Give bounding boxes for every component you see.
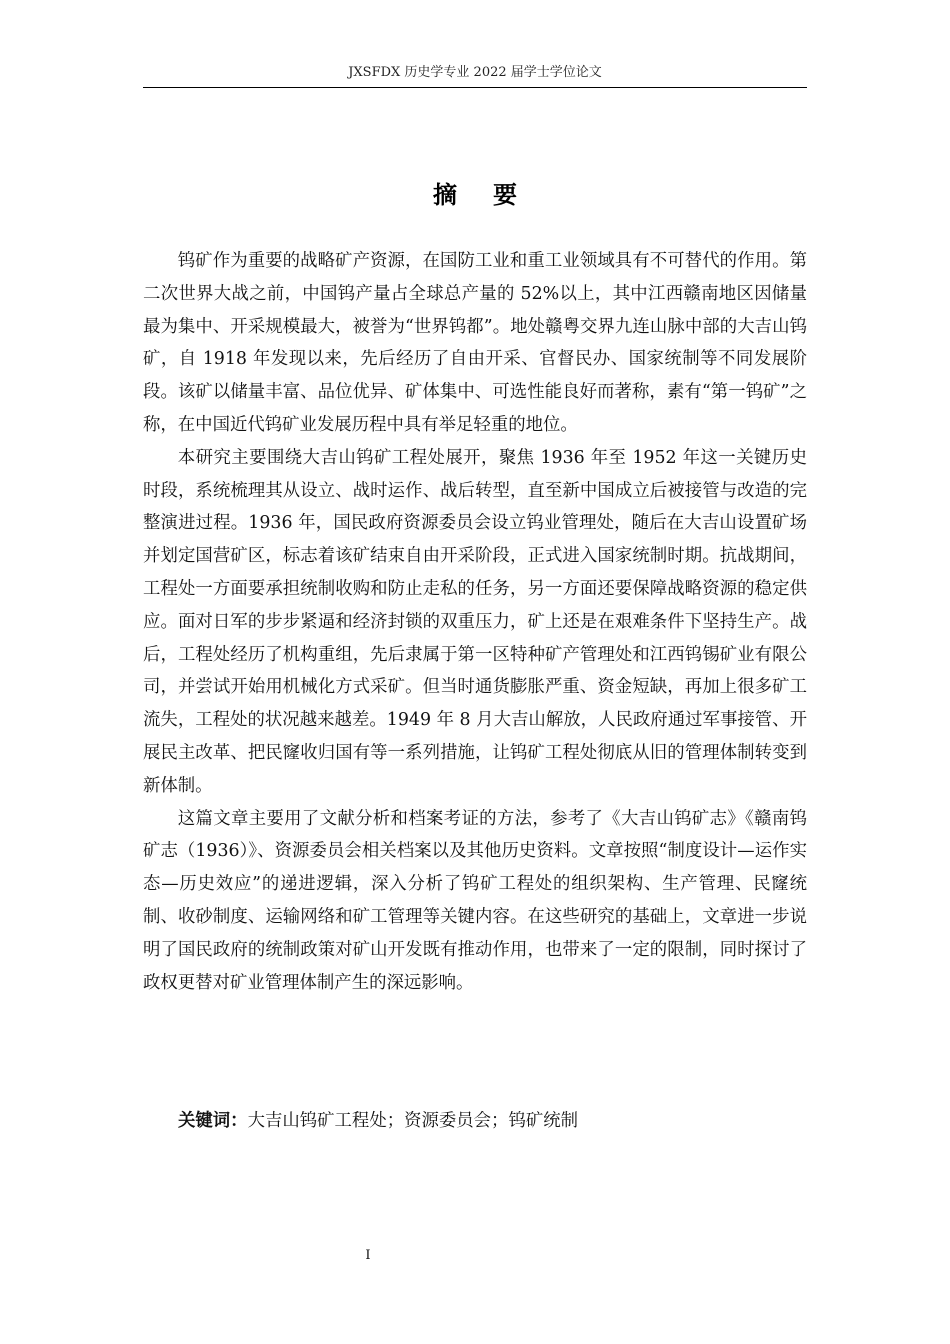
running-header: JXSFDX 历史学专业 2022 届学士学位论文	[348, 65, 602, 80]
abstract-paragraph-3: 这篇文章主要用了文献分析和档案考证的方法，参考了《大吉山钨矿志》《赣南钨矿志（1936）》、资源委员会相关档案以及其他历史资料。文章按照“制度设计—运作实态—历史效应”的递进逻辑，深入分析了钨矿工程处的组织架构、生产管理、民窿统制、收砂制度、运输网络和矿工管理等关键内容。在这些研究的基础上，文章进一步说明了国民政府的统制政策对矿山开发既有推动作用，也带来了一定的限制，同时探讨了政权更替对矿业管理体制产生的深远影响。	[143, 808, 807, 993]
keywords-value: 大吉山钨矿工程处；资源委员会；钨矿统制	[247, 1111, 579, 1131]
keywords-line	[178, 1105, 807, 1137]
abstract-body	[143, 245, 807, 999]
page-number: I	[365, 1248, 371, 1263]
abstract-title: 摘要	[433, 181, 553, 209]
abstract-paragraph-1: 钨矿作为重要的战略矿产资源，在国防工业和重工业领域具有不可替代的作用。第二次世界大战之前，中国钨产量占全球总产量的 52%以上，其中江西赣南地区因储量最为集中、开采规模最大，被誉为“世界钨都”。地处赣粤交界九连山脉中部的大吉山钨矿，自 1918 年发现以来，先后经历了自由开采、官督民办、国家统制等不同发展阶段。该矿以储量丰富、品位优异、矿体集中、可选性能良好而著称，素有“第一钨矿”之称，在中国近代钨矿业发展历程中具有举足轻重的地位。	[143, 251, 807, 435]
keywords-label: 关键词：	[178, 1111, 248, 1131]
abstract-paragraph-2: 本研究主要围绕大吉山钨矿工程处展开，聚焦 1936 年至 1952 年这一关键历史时段，系统梳理其从设立、战时运作、战后转型，直至新中国成立后被接管与改造的完整演进过程。1936 年，国民政府资源委员会设立钨业管理处，随后在大吉山设置矿场并划定国营矿区，标志着该矿结束自由开采阶段，正式进入国家统制时期。抗战期间，工程处一方面要承担统制收购和防止走私的任务，另一方面还要保障战略资源的稳定供应。面对日军的步步紧逼和经济封锁的双重压力，矿上还是在艰难条件下坚持生产。战后，工程处经历了机构重组，先后隶属于第一区特种矿产管理处和江西钨锡矿业有限公司，并尝试开始用机械化方式采矿。但当时通货膨胀严重、资金短缺，再加上很多矿工流失，工程处的状况越来越差。1949 年 8 月大吉山解放，人民政府通过军事接管、开展民主改革、把民窿收归国有等一系列措施，让钨矿工程处彻底从旧的管理体制转变到新体制。	[143, 447, 807, 796]
header-rule	[143, 87, 807, 88]
